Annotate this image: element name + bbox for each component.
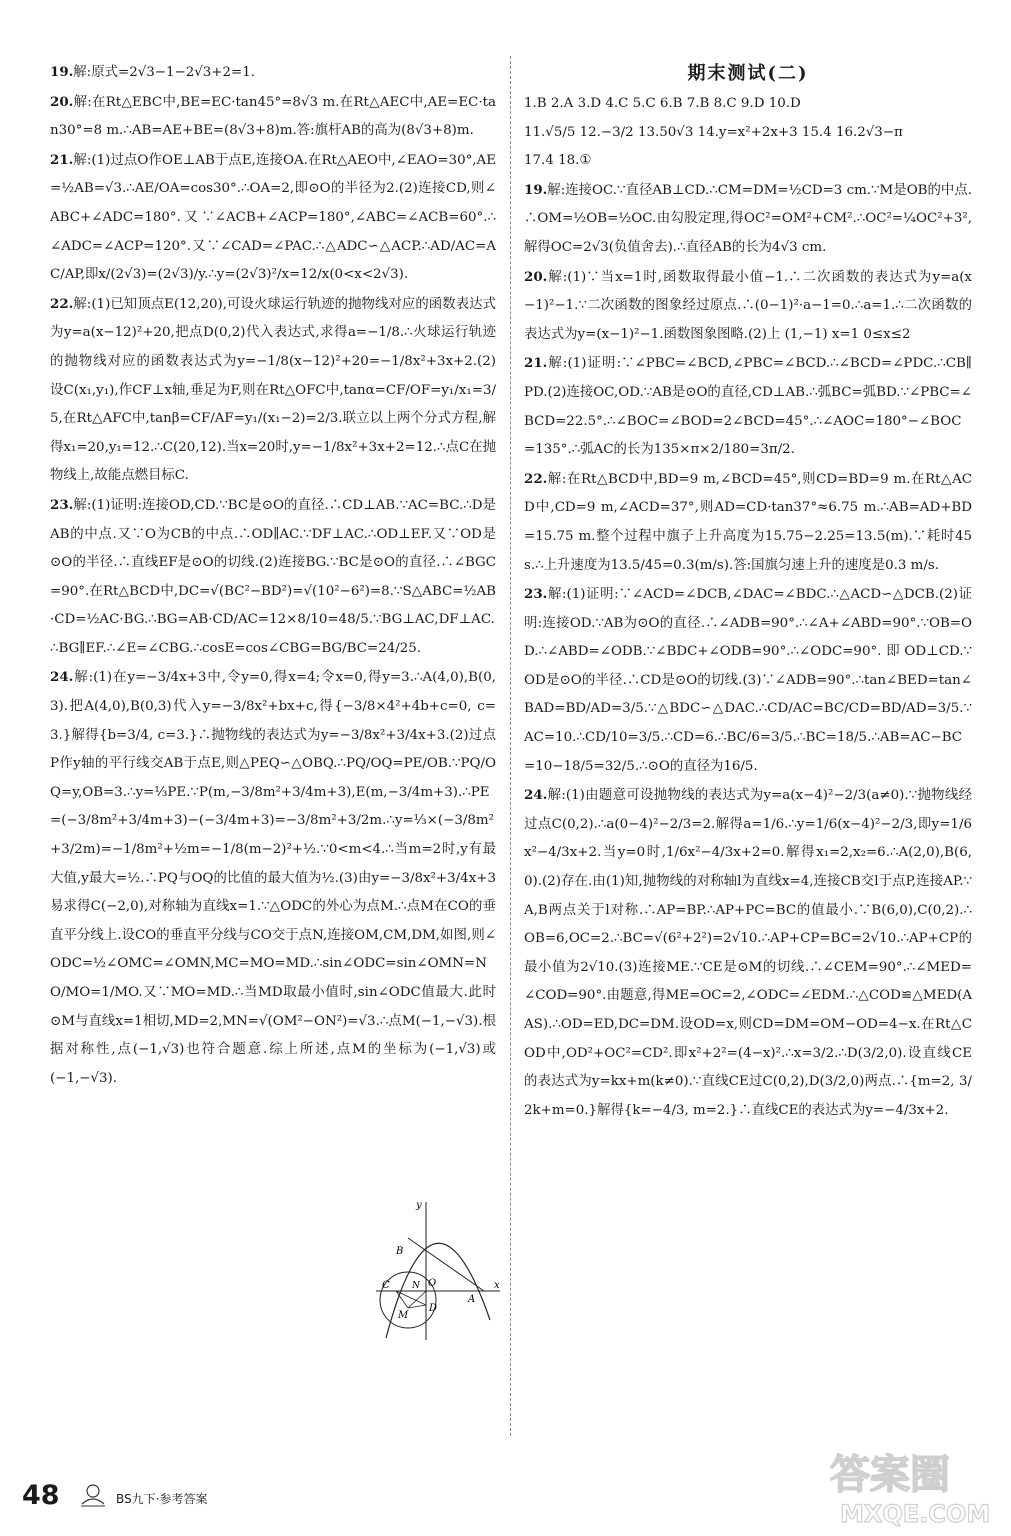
answer-22: 22.解:(1)已知顶点E(12,20),可设火球运行轨迹的抛物线对应的函数表达式为y=a(x−12)²+20,把点D(0,2)代入表达式,求得a=−1/8.∴火球运行轨迹的抛物线对应的函数表达式为y=−1/8(x−12)²+20=−1/8x²+3x+2.(2)设C(x₁,y₁),作CF⊥x轴,垂足为F,则在Rt△OFC中,tanα=CF/OF=y₁/x₁=3/5,在Rt△AFC中,tanβ=CF/AF=y₁/(x₁−2)=2/3.联立以上两个分式方程,解得x₁=20,y₁=12.∴C(20,12).当x=20时,y=−1/8x²+3x+2=12.∴点C在抛物线上,故能点燃目标C.	[50, 295, 496, 484]
watermark-logo	[820, 1440, 1000, 1530]
answer-20-b: 20.解:(1)∵当x=1时,函数取得最小值−1.∴二次函数的表达式为y=a(x−1)²−1.∵二次函数的图象经过原点.∴(0−1)²·a−1=0.∴a=1.∴二次函数的表达式为y=(x−1)²−1.函数图象图略.(2)上 (1,−1) x=1 0≤x≤2	[524, 268, 972, 342]
right-column	[524, 58, 972, 1125]
label-n: N	[412, 1281, 420, 1291]
answer-23-b: 23.解:(1)证明:∵∠ACD=∠DCB,∠DAC=∠BDC.∴△ACD∽△DCB.(2)证明:连接OD.∵AB为⊙O的直径.∴∠ADB=90°.∴∠A+∠ABD=90°.∵OB=OD.∴∠ABD=∠ODB.∵∠BDC+∠ODB=90°.∴∠ODC=90°.即OD⊥CD.∵OD是⊙O的半径.∴CD是⊙O的切线.(3)∵∠ADB=90°.∴tan∠BED=tan∠BAD=BD/AD=3/5.∵△BDC∽△DAC.∴CD/AC=BC/CD=BD/AD=3/5.∵AC=10.∴CD/10=3/5.∴CD=6.∴BC/6=3/5.∴BC=18/5.∴AB=AC−BC=10−18/5=32/5.∴⊙O的直径为16/5.	[524, 586, 972, 774]
watermark-text-en: MXQE.COM	[840, 1500, 991, 1528]
answer-20: 20.解:在Rt△EBC中,BE=EC·tan45°=8√3 m.在Rt△AEC中,AE=EC·tan30°=8 m.∴AB=AE+BE=(8√3+8)m.答:旗杆AB的高为(8√3+8)m.	[50, 93, 496, 139]
left-column	[50, 58, 496, 1093]
answer-21-b: 21.解:(1)证明:∵∠PBC=∠BCD,∠PBC=∠BCD.∴∠BCD=∠PDC.∴CB∥PD.(2)连接OC,OD.∵AB是⊙O的直径,CD⊥AB.∴弧BC=弧BD.∵∠PBC=∠BCD=22.5°.∴∠BOC=∠BOD=2∠BCD=45°.∴∠AOC=180°−∠BOC=135°.∴弧AC的长为135×π×2/180=3π/2.	[524, 355, 972, 458]
label-o: O	[428, 1278, 437, 1289]
choice-answers-line1: 1.B 2.A 3.D 4.C 5.C 6.B 7.B 8.C 9.D 10.D	[524, 96, 801, 111]
publisher-logo-icon	[78, 1482, 108, 1508]
label-y: y	[416, 1200, 422, 1211]
label-b: B	[396, 1246, 404, 1257]
column-divider	[510, 56, 511, 1436]
label-d: D	[429, 1303, 438, 1314]
label-x: x	[494, 1280, 500, 1291]
label-m: M	[398, 1310, 409, 1321]
watermark-text-cn: 答案圈	[830, 1452, 950, 1498]
answer-21: 21.解:(1)过点O作OE⊥AB于点E,连接OA.在Rt△AEO中,∠EAO=30°,AE=½AB=√3.∴AE/OA=cos30°.∴OA=2,即⊙O的半径为2.(2)连接CD,则∠ABC+∠ADC=180°.又∵∠ACB+∠ACP=180°,∠ABC=∠ACB=60°.∴∠ADC=∠ACP=120°.又∵∠CAD=∠PAC.∴△ADC∽△ACP.∴AD/AC=AC/AP,即x/(2√3)=(2√3)/y.∴y=(2√3)²/x=12/x(0<x<2√3).	[50, 151, 496, 283]
answer-22-b: 22.解:在Rt△BCD中,BD=9 m,∠BCD=45°,则CD=BD=9 m.在Rt△ACD中,CD=9 m,∠ACD=37°,则AD=CD·tan37°≈6.75 m.∴AB=AD+BD=15.75 m.整个过程中旗子上升高度为15.75−2.25=13.5(m).∵耗时45 s.∴上升速度为13.5/45=0.3(m/s).答:国旗匀速上升的速度是0.3 m/s.	[524, 470, 972, 573]
section-title: 期末测试(二)	[687, 63, 809, 84]
page-number: 48	[22, 1480, 60, 1511]
answer-24: 24.解:(1)在y=−3/4x+3中,令y=0,得x=4;令x=0,得y=3.∴A(4,0),B(0,3).把A(4,0),B(0,3)代入y=−3/8x²+bx+c,得{−3/8×4²+4b+c=0, c=3.}解得{b=3/4, c=3.}∴抛物线的表达式为y=−3/8x²+3/4x+3.(2)过点P作y轴的平行线交AB于点E,则△PEQ∽△OBQ.∴PQ/OQ=PE/OB.∵PQ/OQ=y,OB=3.∴y=⅓PE.∵P(m,−3/8m²+3/4m+3),E(m,−3/4m+3).∴PE=(−3/8m²+3/4m+3)−(−3/4m+3)=−3/8m²+3/2m.∴y=⅓×(−3/8m²+3/2m)=−1/8m²+½m=−1/8(m−2)²+½.∵0<m<4.∴当m=2时,y有最大值,y最大=½.∴PQ与OQ的比值的最大值为½.(3)由y=−3/8x²+3/4x+3易求得C(−2,0),对称轴为直线x=1.∵△ODC的外心为点M.∴点M在CO的垂直平分线上.设CO的垂直平分线与CO交于点N,连接OM,CM,DM,如图,则∠ODC=½∠OMC=∠OMN,MC=MO=MD.∴sin∠ODC=sin∠OMN=NO/MO=1/MO.又∵MO=MD.∴当MD取最小值时,sin∠ODC值最大.此时⊙M与直线x=1相切,MD=2,MN=√(OM²−ON²)=√3.∴点M(−1,−√3).根据对称性,点(−1,√3)也符合题意.综上所述,点M的坐标为(−1,√3)或(−1,−√3).	[50, 669, 496, 1086]
answer-24-b: 24.解:(1)由题意可设抛物线的表达式为y=a(x−4)²−2/3(a≠0).∵抛物线经过点C(0,2).∴a(0−4)²−2/3=2.解得a=1/6.∴y=1/6(x−4)²−2/3,即y=1/6x²−4/3x+2.当y=0时,1/6x²−4/3x+2=0.解得x₁=2,x₂=6.∴A(2,0),B(6,0).(2)存在.由(1)知,抛物线的对称轴l为直线x=4,连接CB交l于点P,连接AP.∵A,B两点关于l对称.∴AP=BP.∴AP+PC=BC的值最小.∵B(6,0),C(0,2).∴OB=6,OC=2.∴BC=√(6²+2²)=2√10.∴AP+CP=BC=2√10.∴AP+CP的最小值为2√10.(3)连接ME.∵CE是⊙M的切线.∴∠CEM=90°.∴∠MED=∠COD=90°.由题意,得ME=OC=2,∠ODC=∠EDM.∴△COD≌△MED(AAS).∴OD=ED,DC=DM.设OD=x,则CD=DM=OM−OD=4−x.在Rt△COD中,OD²+OC²=CD².即x²+2²=(4−x)².∴x=3/2.∴D(3/2,0).设直线CE的表达式为y=kx+m(k≠0).∵直线CE过C(0,2),D(3/2,0)两点.∴{m=2, 3/2k+m=0.}解得{k=−4/3, m=2.}∴直线CE的表达式为y=−4/3x+2.	[524, 787, 972, 1118]
answer-23: 23.解:(1)证明:连接OD,CD.∵BC是⊙O的直径.∴CD⊥AB.∵AC=BC.∴D是AB的中点.又∵O为CB的中点.∴OD∥AC.∵DF⊥AC.∴OD⊥EF.又∵OD是⊙O的半径.∴直线EF是⊙O的切线.(2)连接BG.∵BC是⊙O的直径.∴∠BGC=90°.在Rt△BCD中,DC=√(BC²−BD²)=√(10²−6²)=8.∵S△ABC=½AB·CD=½AC·BG.∴BG=AB·CD/AC=12×8/10=48/5.∵BG⊥AC,DF⊥AC.∴BG∥EF.∴∠E=∠CBG.∴cosE=cos∠CBG=BG/BC=24/25.	[50, 496, 496, 656]
parabola-circle-figure	[372, 1198, 504, 1343]
choice-answers-line2: 11.√5/5 12.−3/2 13.50√3 14.y=x²+2x+3 15.4 16.2√3−π	[524, 124, 903, 140]
book-label: BS九下·参考答案	[116, 1492, 208, 1506]
choice-answers-line3: 17.4 18.①	[524, 153, 592, 169]
answer-19: 19.解:原式=2√3−1−2√3+2=1.	[50, 64, 256, 80]
answer-19-b: 19.解:连接OC.∵直径AB⊥CD.∴CM=DM=½CD=3 cm.∵M是OB的中点.∴OM=½OB=½OC.由勾股定理,得OC²=OM²+CM².∴OC²=¼OC²+3²,解得OC=2√3(负值舍去).∴直径AB的长为4√3 cm.	[524, 181, 972, 255]
label-a: A	[468, 1294, 476, 1305]
label-c: C	[382, 1280, 390, 1291]
